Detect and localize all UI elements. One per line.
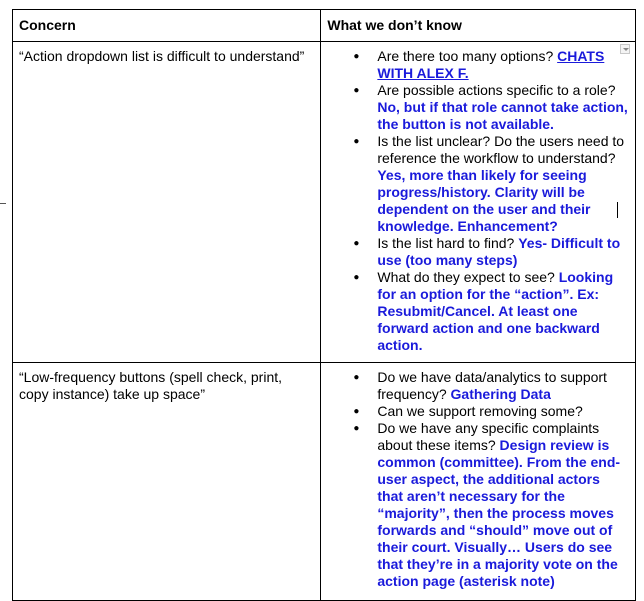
concerns-table	[12, 9, 636, 601]
list-item	[377, 48, 629, 82]
list-item	[377, 420, 629, 590]
answer-text: Gathering Data	[450, 386, 551, 402]
header-concern: Concern	[13, 10, 321, 42]
question-text: Is the list unclear? Do the users need to reference the workflow to understand?	[377, 133, 625, 166]
list-item	[377, 369, 629, 403]
list-item	[377, 82, 629, 133]
answer-text: Design review is common (committee). From the end-user aspect, the additional actors that aren’t necessary for the “majority”, then the process moves forwards and “should” move out of their court. Visually… Users do see that they’re in a majority vote on the action page (asterisk note)	[377, 437, 621, 589]
unknown-cell[interactable]	[321, 42, 636, 363]
question-text: Are possible actions specific to a role?	[377, 82, 616, 98]
table-row	[13, 363, 636, 601]
question-text: Do we have any specific complaints about these items?	[377, 420, 600, 453]
margin-marker	[0, 203, 6, 204]
list-item	[377, 403, 629, 420]
text-cursor	[617, 202, 618, 218]
dropdown-arrow-icon[interactable]	[620, 44, 630, 54]
answer-text: No, but if that role cannot take action, the button is not available.	[377, 99, 628, 132]
answer-text: Looking for an option for the “action”. Ex: Resubmit/Cancel. At least one forward action and one backward action.	[377, 269, 614, 353]
concern-cell[interactable]: “Low-frequency buttons (spell check, print, copy instance) take up space”	[13, 363, 321, 601]
question-text: What do they expect to see?	[377, 269, 559, 285]
question-text: Do we have data/analytics to support frequency?	[377, 369, 607, 402]
question-text: Can we support removing some?	[377, 403, 583, 419]
list-item	[377, 235, 629, 269]
chats-link[interactable]: CHATS WITH ALEX F.	[377, 48, 605, 81]
header-unknown: What we don’t know	[321, 10, 636, 42]
question-text: Is the list hard to find?	[377, 235, 519, 251]
concern-cell[interactable]: “Action dropdown list is difficult to understand”	[13, 42, 321, 363]
list-item	[377, 269, 629, 354]
question-list	[327, 48, 629, 354]
question-text: Are there too many options?	[377, 48, 558, 64]
header-row	[13, 10, 636, 42]
unknown-cell[interactable]	[321, 363, 636, 601]
question-list	[327, 369, 629, 590]
answer-text: Yes- Difficult to use (too many steps)	[377, 235, 621, 268]
list-item	[377, 133, 629, 235]
table-row	[13, 42, 636, 363]
answer-text: Yes, more than likely for seeing progress/history. Clarity will be dependent on the user and their knowledge. Enhancement?	[377, 167, 591, 234]
